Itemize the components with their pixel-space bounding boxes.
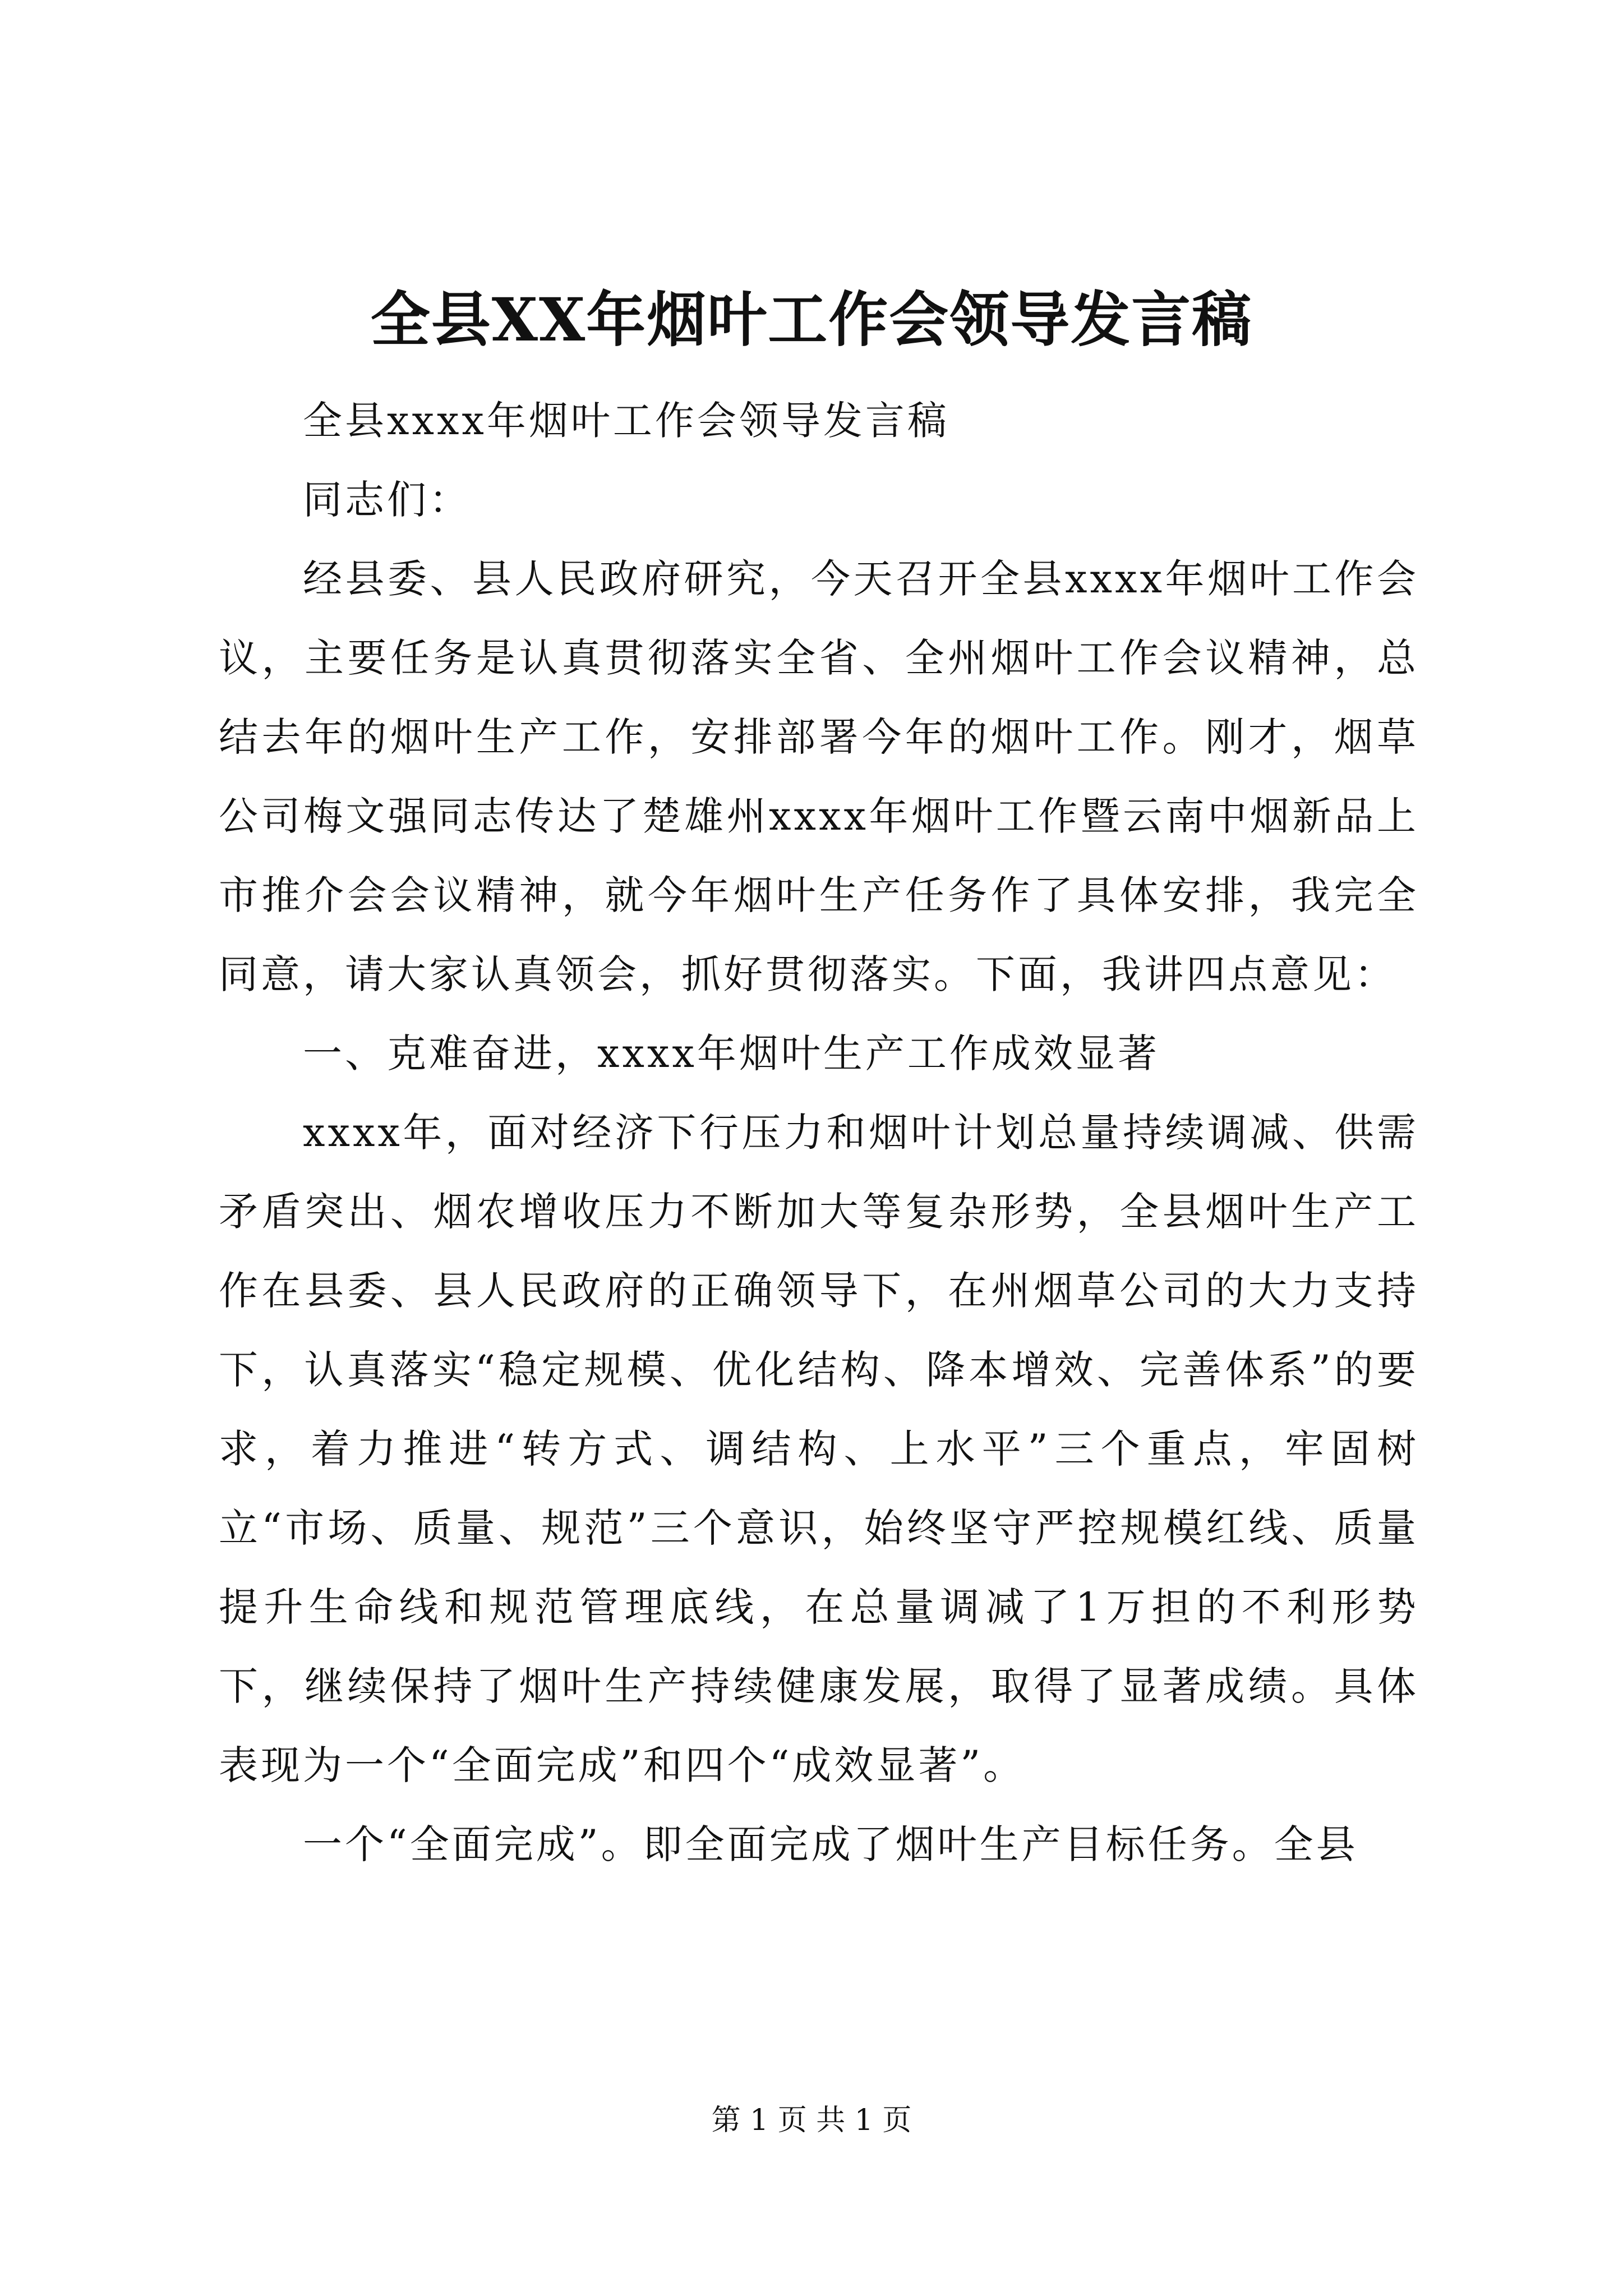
section-heading: 一、克难奋进，xxxx年烟叶生产工作成效显著 [303,1030,1160,1076]
intro-paragraph: 经县委、县人民政府研究，今天召开全县xxxx年烟叶工作会议，主要任务是认真贯彻落实全省、全州烟叶工作会议精神，总结去年的烟叶生产工作，安排部署今年的烟叶工作。刚才，烟草公司梅文强同志传达了楚雄州xxxx年烟叶工作暨云南中烟新品上市推介会会议精神，就今年烟叶生产任务作了具体安排，我完全同意，请大家认真领会，抓好贯彻落实。下面，我讲四点意见： [219,556,1419,997]
page-footer: 第 1 页 共 1 页 [711,2104,912,2137]
summary-paragraph: xxxx年，面对经济下行压力和烟叶计划总量持续调减、供需矛盾突出、烟农增收压力不断加大等复杂形势，全县烟叶生产工作在县委、县人民政府的正确领导下，在州烟草公司的大力支持下，认真落实“稳定规模、优化结构、降本增效、完善体系”的要求，着力推进“转方式、调结构、上水平”三个重点，牢固树立“市场、质量、规范”三个意识，始终坚守严控规模红线、质量提升生命线和规范管理底线，在总量调减了1万担的不利形势下，继续保持了烟叶生产持续健康发展，取得了显著成绩。具体表现为一个“全面完成”和四个“成效显著”。 [219,1110,1419,1788]
document-title: 全县XX年烟叶工作会领导发言稿 [370,284,1253,355]
salutation-paragraph: 同志们： [303,477,471,523]
document-body [219,381,1419,1884]
completion-paragraph: 一个“全面完成”。即全面完成了烟叶生产目标任务。全县 [303,1821,1358,1867]
subtitle-paragraph: 全县xxxx年烟叶工作会领导发言稿 [303,398,949,444]
